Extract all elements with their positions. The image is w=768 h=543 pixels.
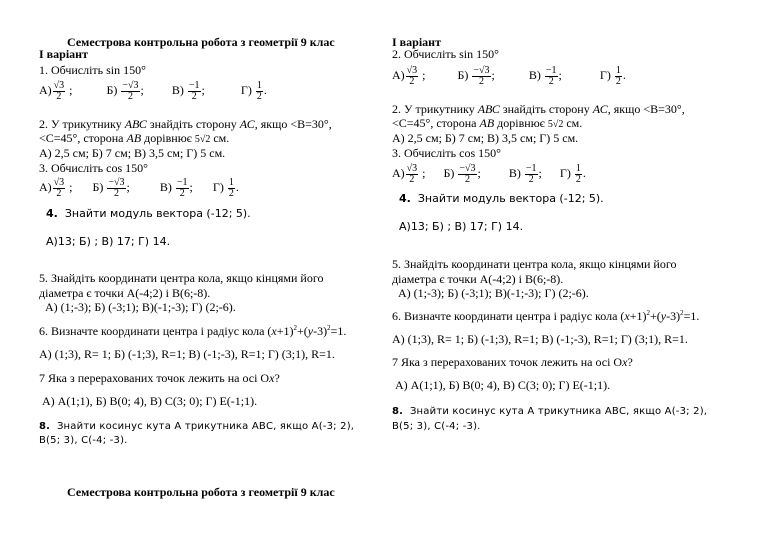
question-2-options <box>392 66 626 87</box>
question-3-text: 3. Обчисліть cos 150° <box>39 161 148 175</box>
option-c: В) $\frac{-1}{2}$ ; <box>159 177 193 199</box>
option-b: Б) $\frac{-√3}{2}$ ; <box>457 65 495 87</box>
question-2b-line-2: <C=45°, сторона АВ дорівнює 5√2 см. <box>392 116 583 130</box>
question-3-options <box>392 164 586 185</box>
question-5-line-1: 5. Знайдіть координати центра кола, якщо кінцями його <box>392 257 677 271</box>
question-7-text: 7 Яка з перерахованих точок лежить на осі Оx? <box>392 355 633 369</box>
option-b: Б) $\frac{-√3}{2}$ ; <box>106 80 144 102</box>
question-2-answers: А) 2,5 см; Б) 7 см; В) 3,5 см; Г) 5 см. <box>39 146 226 160</box>
question-7-answers: А) А(1;1), Б) В(0; 4), В) С(3; 0); Г) Е(-1;1). <box>395 378 611 392</box>
question-3-options <box>39 178 239 199</box>
option-d: Г) $\frac{1}{2}$ . <box>212 177 239 199</box>
question-2-line-1: 2. У трикутнику АВС знайдіть сторону АС, якщо <B=30°, <box>39 117 332 131</box>
question-6-text: 6. Визначте координати центра і радіус кола $(x+1)^2+(y-3)^2=1$. <box>392 309 700 323</box>
question-2-line-2: <C=45°, сторона АВ дорівнює 5√2 см. <box>39 131 230 145</box>
option-a: А) $\frac{√3}{2}$ ; <box>392 163 426 185</box>
question-2b-line-1: 2. У трикутнику АВС знайдіть сторону АС, якщо <B=30°, <box>392 102 685 116</box>
question-4-answers: А)13; Б) ; В) 17; Г) 14. <box>46 235 171 248</box>
option-c: В) $\frac{-1}{2}$ ; <box>528 65 562 87</box>
question-5-line-2: діаметра є точки А(-4;2) і В(6;-8). <box>39 286 211 300</box>
variant-label: I варіант <box>39 47 88 61</box>
footer-header: Семестрова контрольна робота з геометрії 9 клас <box>67 485 335 499</box>
question-5-answers: А) (1;-3); Б) (-3;1); В)(-1;-3); Г) (2;-6). <box>398 286 589 300</box>
option-a: А) $\frac{√3}{2}$ ; <box>39 177 73 199</box>
question-5-line-2: діаметра є точки А(-4;2) і В(6;-8). <box>392 272 564 286</box>
question-7-answers: А) А(1;1), Б) В(0; 4), В) С(3; 0); Г) Е(-1;1). <box>42 394 258 408</box>
question-8-line-1: 8. Знайти косинус кута А трикутника АВС, якщо А(-3; 2), <box>392 406 708 417</box>
question-6-answers: А) (1;3), R= 1; Б) (-1;3), R=1; В) (-1;-3), R=1; Г) (3;1), R=1. <box>39 347 335 361</box>
question-8-line-2: В(5; 3), С(-4; -3). <box>392 421 481 432</box>
question-5-line-1: 5. Знайдіть координати центра кола, якщо кінцями його <box>39 271 324 285</box>
option-b: Б) $\frac{-√3}{2}$ ; <box>92 177 130 199</box>
question-1-options <box>39 81 267 102</box>
question-1-text: 1. Обчисліть sin 150° <box>39 63 146 77</box>
option-c: В) $\frac{-1}{2}$ ; <box>171 80 205 102</box>
question-6-answers: А) (1;3), R= 1; Б) (-1;3), R=1; В) (-1;-3), R=1; Г) (3;1), R=1. <box>392 332 688 346</box>
question-5-answers: А) (1;-3); Б) (-3;1); В)(-1;-3); Г) (2;-6). <box>45 300 236 314</box>
option-b: Б) $\frac{-√3}{2}$ ; <box>443 163 481 185</box>
option-a: А) $\frac{√3}{2}$ ; <box>39 80 73 102</box>
option-a: А) $\frac{√3}{2}$ ; <box>392 65 426 87</box>
question-4-text: 4. Знайти модуль вектора (-12; 5). <box>399 192 604 205</box>
question-4-text: 4. Знайти модуль вектора (-12; 5). <box>46 207 251 220</box>
option-d: Г) $\frac{1}{2}$ . <box>559 163 586 185</box>
question-8-line-2: В(5; 3), С(-4; -3). <box>39 435 128 446</box>
question-2b-answers: А) 2,5 см; Б) 7 см; В) 3,5 см; Г) 5 см. <box>392 131 579 145</box>
question-8-line-1: 8. Знайти косинус кута А трикутника АВС, якщо А(-3; 2), <box>39 421 355 432</box>
test-header: Семестрова контрольна робота з геометрії 9 клас <box>67 35 335 49</box>
option-c: В) $\frac{-1}{2}$ ; <box>508 163 542 185</box>
option-d: Г) $\frac{1}{2}$ . <box>599 65 626 87</box>
question-6-text: 6. Визначте координати центра і радіус кола $(x+1)^2+(y-3)^2=1$. <box>39 324 347 338</box>
question-7-text: 7 Яка з перерахованих точок лежить на осі Оx? <box>39 371 280 385</box>
question-3-text: 3. Обчисліть cos 150° <box>392 146 501 160</box>
variant-label: I варіант <box>392 35 441 49</box>
question-4-answers: А)13; Б) ; В) 17; Г) 14. <box>399 220 524 233</box>
option-d: Г) $\frac{1}{2}$ . <box>240 80 267 102</box>
question-2-text: 2. Обчисліть sin 150° <box>392 47 499 61</box>
